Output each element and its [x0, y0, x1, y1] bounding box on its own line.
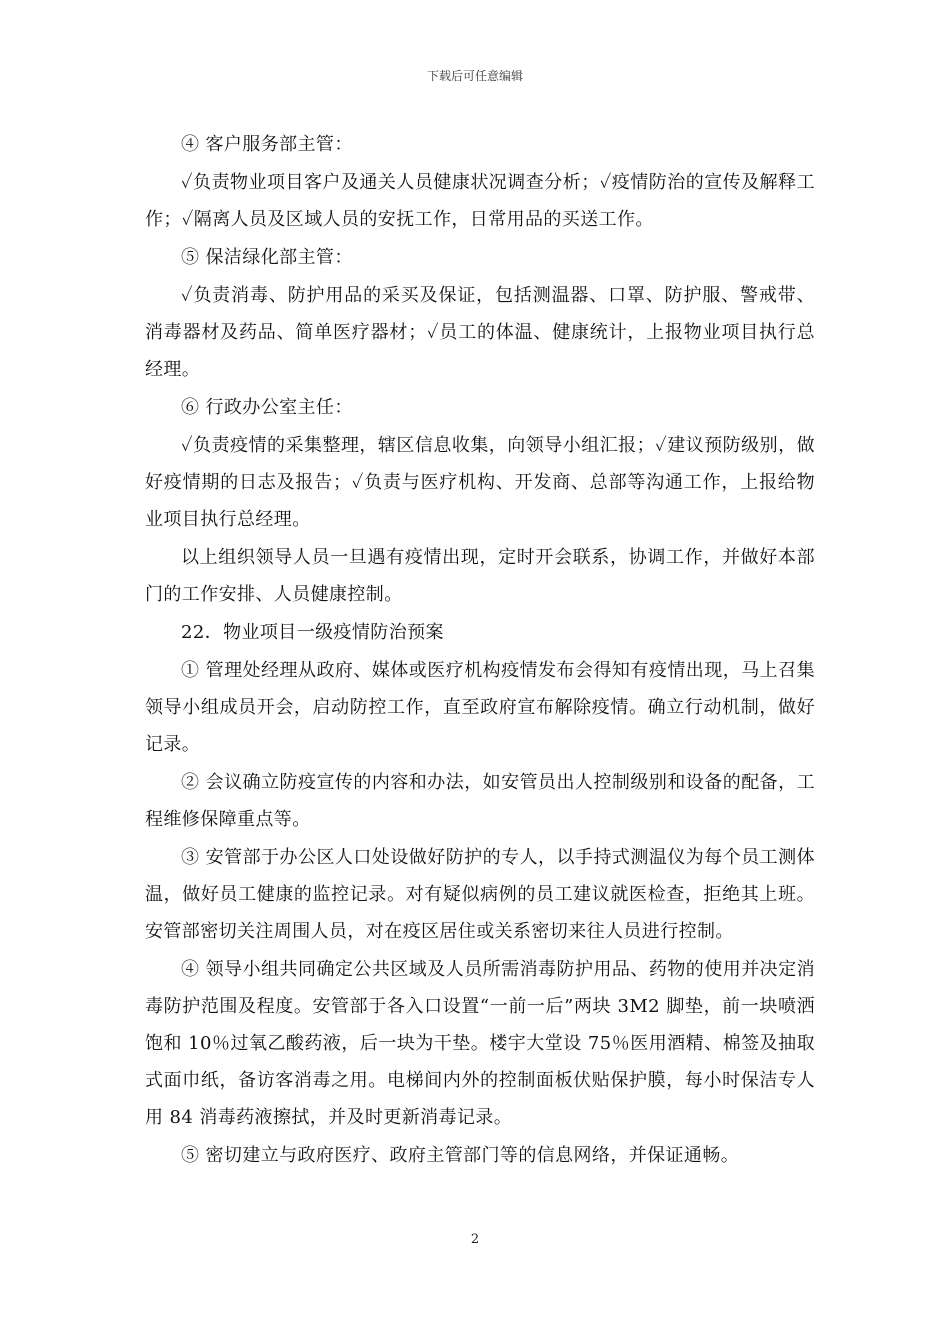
- section-heading-admin-office: ⑥ 行政办公室主任：: [181, 397, 353, 418]
- plan-item-3: ③ 安管部于办公区人口处设做好防护的专人，以手持式测温仪为每个员工测体温，做好员工健康的监控记录。对有疑似病例的员工建议就医检查，拒绝其上班。安管部密切关注周围人员，对在疫区居住或关系密切来往人员进行控制。: [145, 847, 815, 942]
- section-title-level-one-plan: 22．物业项目一级疫情防治预案: [181, 622, 444, 643]
- plan-item-5: ⑤ 密切建立与政府医疗、政府主管部门等的信息网络，并保证通畅。: [181, 1145, 740, 1166]
- customer-service-duties: ✓负责物业项目客户及通关人员健康状况调查分析；✓疫情防治的宣传及解释工作；✓隔离人员及区域人员的安抚工作，日常用品的买送工作。: [145, 172, 815, 230]
- section-heading-customer-service: ④ 客户服务部主管：: [181, 134, 353, 155]
- plan-item-4: ④ 领导小组共同确定公共区域及人员所需消毒防护用品、药物的使用并决定消毒防护范围及程度。安管部于各入口设置“一前一后”两块 3M2 脚垫，前一块喷洒饱和 10％过氧乙酸药液，后一块为干垫。楼宇大堂设 75％医用酒精、棉签及抽取式面巾纸，备访客消毒之用。电梯间内外的控制面板伏贴保护膜，每小时保洁专人用 84 消毒药液擦拭，并及时更新消毒记录。: [145, 959, 815, 1128]
- summary-paragraph: 以上组织领导人员一旦遇有疫情出现，定时开会联系，协调工作，并做好本部门的工作安排、人员健康控制。: [145, 547, 815, 605]
- document-body: [145, 126, 815, 1175]
- admin-office-duties: ✓负责疫情的采集整理，辖区信息收集，向领导小组汇报；✓建议预防级别，做好疫情期的日志及报告；✓负责与医疗机构、开发商、总部等沟通工作，上报给物业项目执行总经理。: [145, 435, 815, 530]
- page-header: 下载后可任意编辑: [426, 69, 523, 83]
- cleaning-greening-duties: ✓负责消毒、防护用品的采买及保证，包括测温器、口罩、防护服、警戒带、消毒器材及药品、简单医疗器材；✓员工的体温、健康统计，上报物业项目执行总经理。: [145, 285, 815, 380]
- plan-item-1: ① 管理处经理从政府、媒体或医疗机构疫情发布会得知有疫情出现，马上召集领导小组成员开会，启动防控工作，直至政府宣布解除疫情。确立行动机制，做好记录。: [145, 660, 815, 755]
- plan-item-2: ② 会议确立防疫宣传的内容和办法，如安管员出人控制级别和设备的配备，工程维修保障重点等。: [145, 772, 815, 830]
- section-heading-cleaning-greening: ⑤ 保洁绿化部主管：: [181, 247, 353, 268]
- page-number: 2: [470, 1232, 480, 1247]
